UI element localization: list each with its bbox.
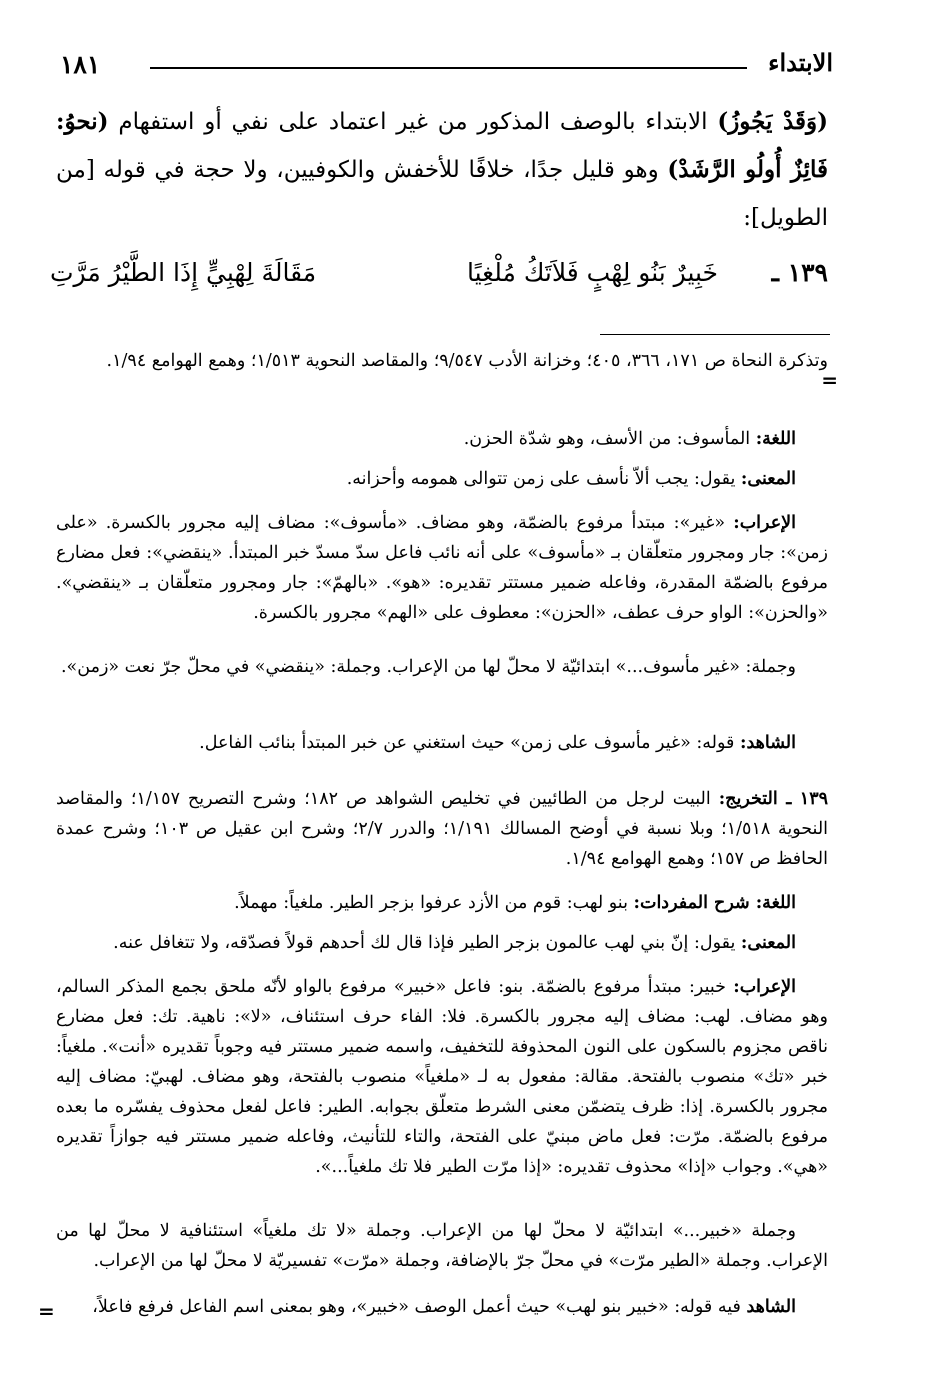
takhrij-text: البيت لرجل من الطائيين في تخليص الشواهد ص ١٨٢؛ وشرح التصريح ١/١٥٧؛ والمقاصد النحوية ١/٥١٨؛ وبلا نسبة في أوضح المسالك ١/١٩١؛ والدرر ٢/٧؛ وشرح ابن عقيل ص ١٠٣؛ وشرح عمدة الحافظ ص ١٥٧؛ وهمع الهوامع ١/٩٤.: [56, 789, 829, 869]
chapter-title: الابتداء: [768, 48, 833, 77]
footnote-139-shahid: [56, 1292, 828, 1322]
header-rule: [150, 67, 747, 69]
irab-139-text: خبير: مبتدأ مرفوع بالضمّة. بنو: فاعل «خبير» مرفوع بالواو لأنّه ملحق بجمع المذكر السالم، وهو مضاف. لهب: مضاف إليه مجرور بالكسرة. فلا: الفاء حرف استئناف، «لا»: ناهية. تك: فعل مضارع ناقص مجزوم بالسكون على النون المحذوفة للتخفيف، واسمه ضمير مستتر فيه وجوباً تقديره «أنت». ملغياً: خبر «تك» منصوب بالفتحة. مقالة: مفعول به لـ «ملغياً» منصوب بالفتحة، وهو مضاف. لهبيّ: مضاف إليه مجرور بالكسرة. إذا: ظرف يتضمّن معنى الشرط متعلّق بجوابه. الطير: فاعل لفعل محذوف يفسّره ما بعده مرفوع بالضمّة. مرّت: فعل ماض مبنيّ على الفتحة، والتاء للتأنيث، وفاعله ضمير مستتر فيه جوازاً تقديره «هي». وجواب «إذا» محذوف تقديره: «إذا مرّت الطير فلا تك ملغياً...».: [56, 977, 828, 1177]
footnote-139-continuation: =: [38, 1299, 55, 1323]
footnote-139-lugha: [56, 888, 828, 918]
verse-number: ١٣٩ ـ: [771, 258, 828, 287]
lugha-139-text: بنو لهب: قوم من الأزد عرفوا بزجر الطير. ملغياً: مهملاً.: [234, 893, 634, 913]
footnote-138-irab: [56, 508, 828, 628]
page-number: ١٨١: [60, 50, 101, 79]
shahid-text: قوله: «غير مأسوف على زمن» حيث استغني عن خبر المبتدأ بنائب الفاعل.: [199, 733, 740, 753]
lugha-label: اللغة:: [755, 429, 796, 449]
lugha-text: المأسوف: من الأسف، وهو شدّة الحزن.: [463, 429, 756, 449]
footnote-138-sources: وتذكرة النحاة ص ١٧١، ٣٦٦، ٤٠٥؛ وخزانة الأدب ٩/٥٤٧؛ والمقاصد النحوية ١/٥١٣؛ وهمع الهوامع ١/٩٤.: [106, 351, 828, 371]
main-text-2: وهو قليل جدًا، خلافًا للأخفش والكوفيين، ولا حجة في قوله [من الطويل]:: [56, 157, 828, 231]
main-bold-opening: (وَقَدْ يَجُوزُ): [717, 108, 828, 135]
footnote-continuation-marker: =: [821, 368, 838, 392]
footnote-separator: [600, 334, 830, 335]
footnote-139-jumla: وجملة «خبير...» ابتدائيّة لا محلّ لها من الإعراب. وجملة «لا تك ملغياً» استئنافية لا محلّ لها من الإعراب. وجملة «الطير مرّت» في محلّ جرّ بالإضافة، وجملة «مرّت» تفسيريّة لا محلّ لها من الإعراب.: [56, 1221, 828, 1271]
lugha-139-label: اللغة: شرح المفردات:: [633, 893, 796, 913]
page-header: [50, 44, 833, 84]
main-paragraph: [56, 98, 828, 242]
main-example: فَائِزٌ أُولُو الرَّشَدْ): [667, 156, 828, 183]
footnote-139-irab: [56, 972, 828, 1182]
irab-139-label: الإعراب:: [733, 977, 796, 997]
main-text-1: الابتداء بالوصف المذكور من غير اعتماد على نفي أو استفهام: [108, 109, 718, 135]
verse-second-hemistich: مَقَالَةَ لِهْبِيٍّ إِذَا الطَّيْرُ مَرَّتِ: [50, 258, 317, 287]
shahid-139-text: فيه قوله: «خبير بنو لهب» حيث أعمل الوصف «خبير»، وهو بمعنى اسم الفاعل فرفع فاعلاً،: [92, 1297, 747, 1317]
footnote-138-maana: [56, 464, 828, 494]
verse-first-hemistich: خَبِيرٌ بَنُو لِهْبٍ فَلاَتَكُ مُلْغِيًا: [466, 258, 718, 287]
irab-label: الإعراب:: [733, 513, 796, 533]
shahid-139-label: الشاهد: [746, 1297, 796, 1317]
irab-text: «غير»: مبتدأ مرفوع بالضمّة، وهو مضاف. «مأسوف»: مضاف إليه مجرور بالكسرة. «على زمن»: جار ومجرور متعلّقان بـ «مأسوف» على أنه نائب فاعل سدّ مسدّ خبر المبتدأ. «ينقضي»: فعل مضارع مرفوع بالضمّة المقدرة، وفاعله ضمير مستتر تقديره: «هو». «بالهمّ»: جار ومجرور متعلّقان بـ «ينقضي». «والحزن»: الواو حرف عطف، «الحزن»: معطوف على «الهم» مجرور بالكسرة.: [56, 513, 828, 623]
takhrij-label: ١٣٩ ـ التخريج:: [718, 789, 828, 809]
footnote-138-jumla: وجملة: «غير مأسوف...» ابتدائيّة لا محلّ لها من الإعراب. وجملة: «ينقضي» في محلّ جرّ نعت «زمن».: [60, 657, 796, 677]
footnote-138-lugha: [56, 424, 828, 454]
main-nahw: (نحوُ:: [56, 108, 109, 135]
footnote-138-shahid: [56, 728, 828, 758]
maana-label: المعنى:: [740, 469, 796, 489]
maana-text: يقول: يجب ألاّ نأسف على زمن تتوالى همومه وأحزانه.: [346, 469, 741, 489]
poem-verse: [50, 255, 828, 305]
maana-139-label: المعنى:: [740, 933, 796, 953]
footnote-139-maana: [56, 928, 828, 958]
shahid-label: الشاهد:: [739, 733, 796, 753]
footnote-139-takhrij: [56, 784, 828, 874]
maana-139-text: يقول: إنّ بني لهب عالمون بزجر الطير فإذا قال لك أحدهم قولاً فصدّقه، ولا تتغافل عنه.: [113, 933, 741, 953]
